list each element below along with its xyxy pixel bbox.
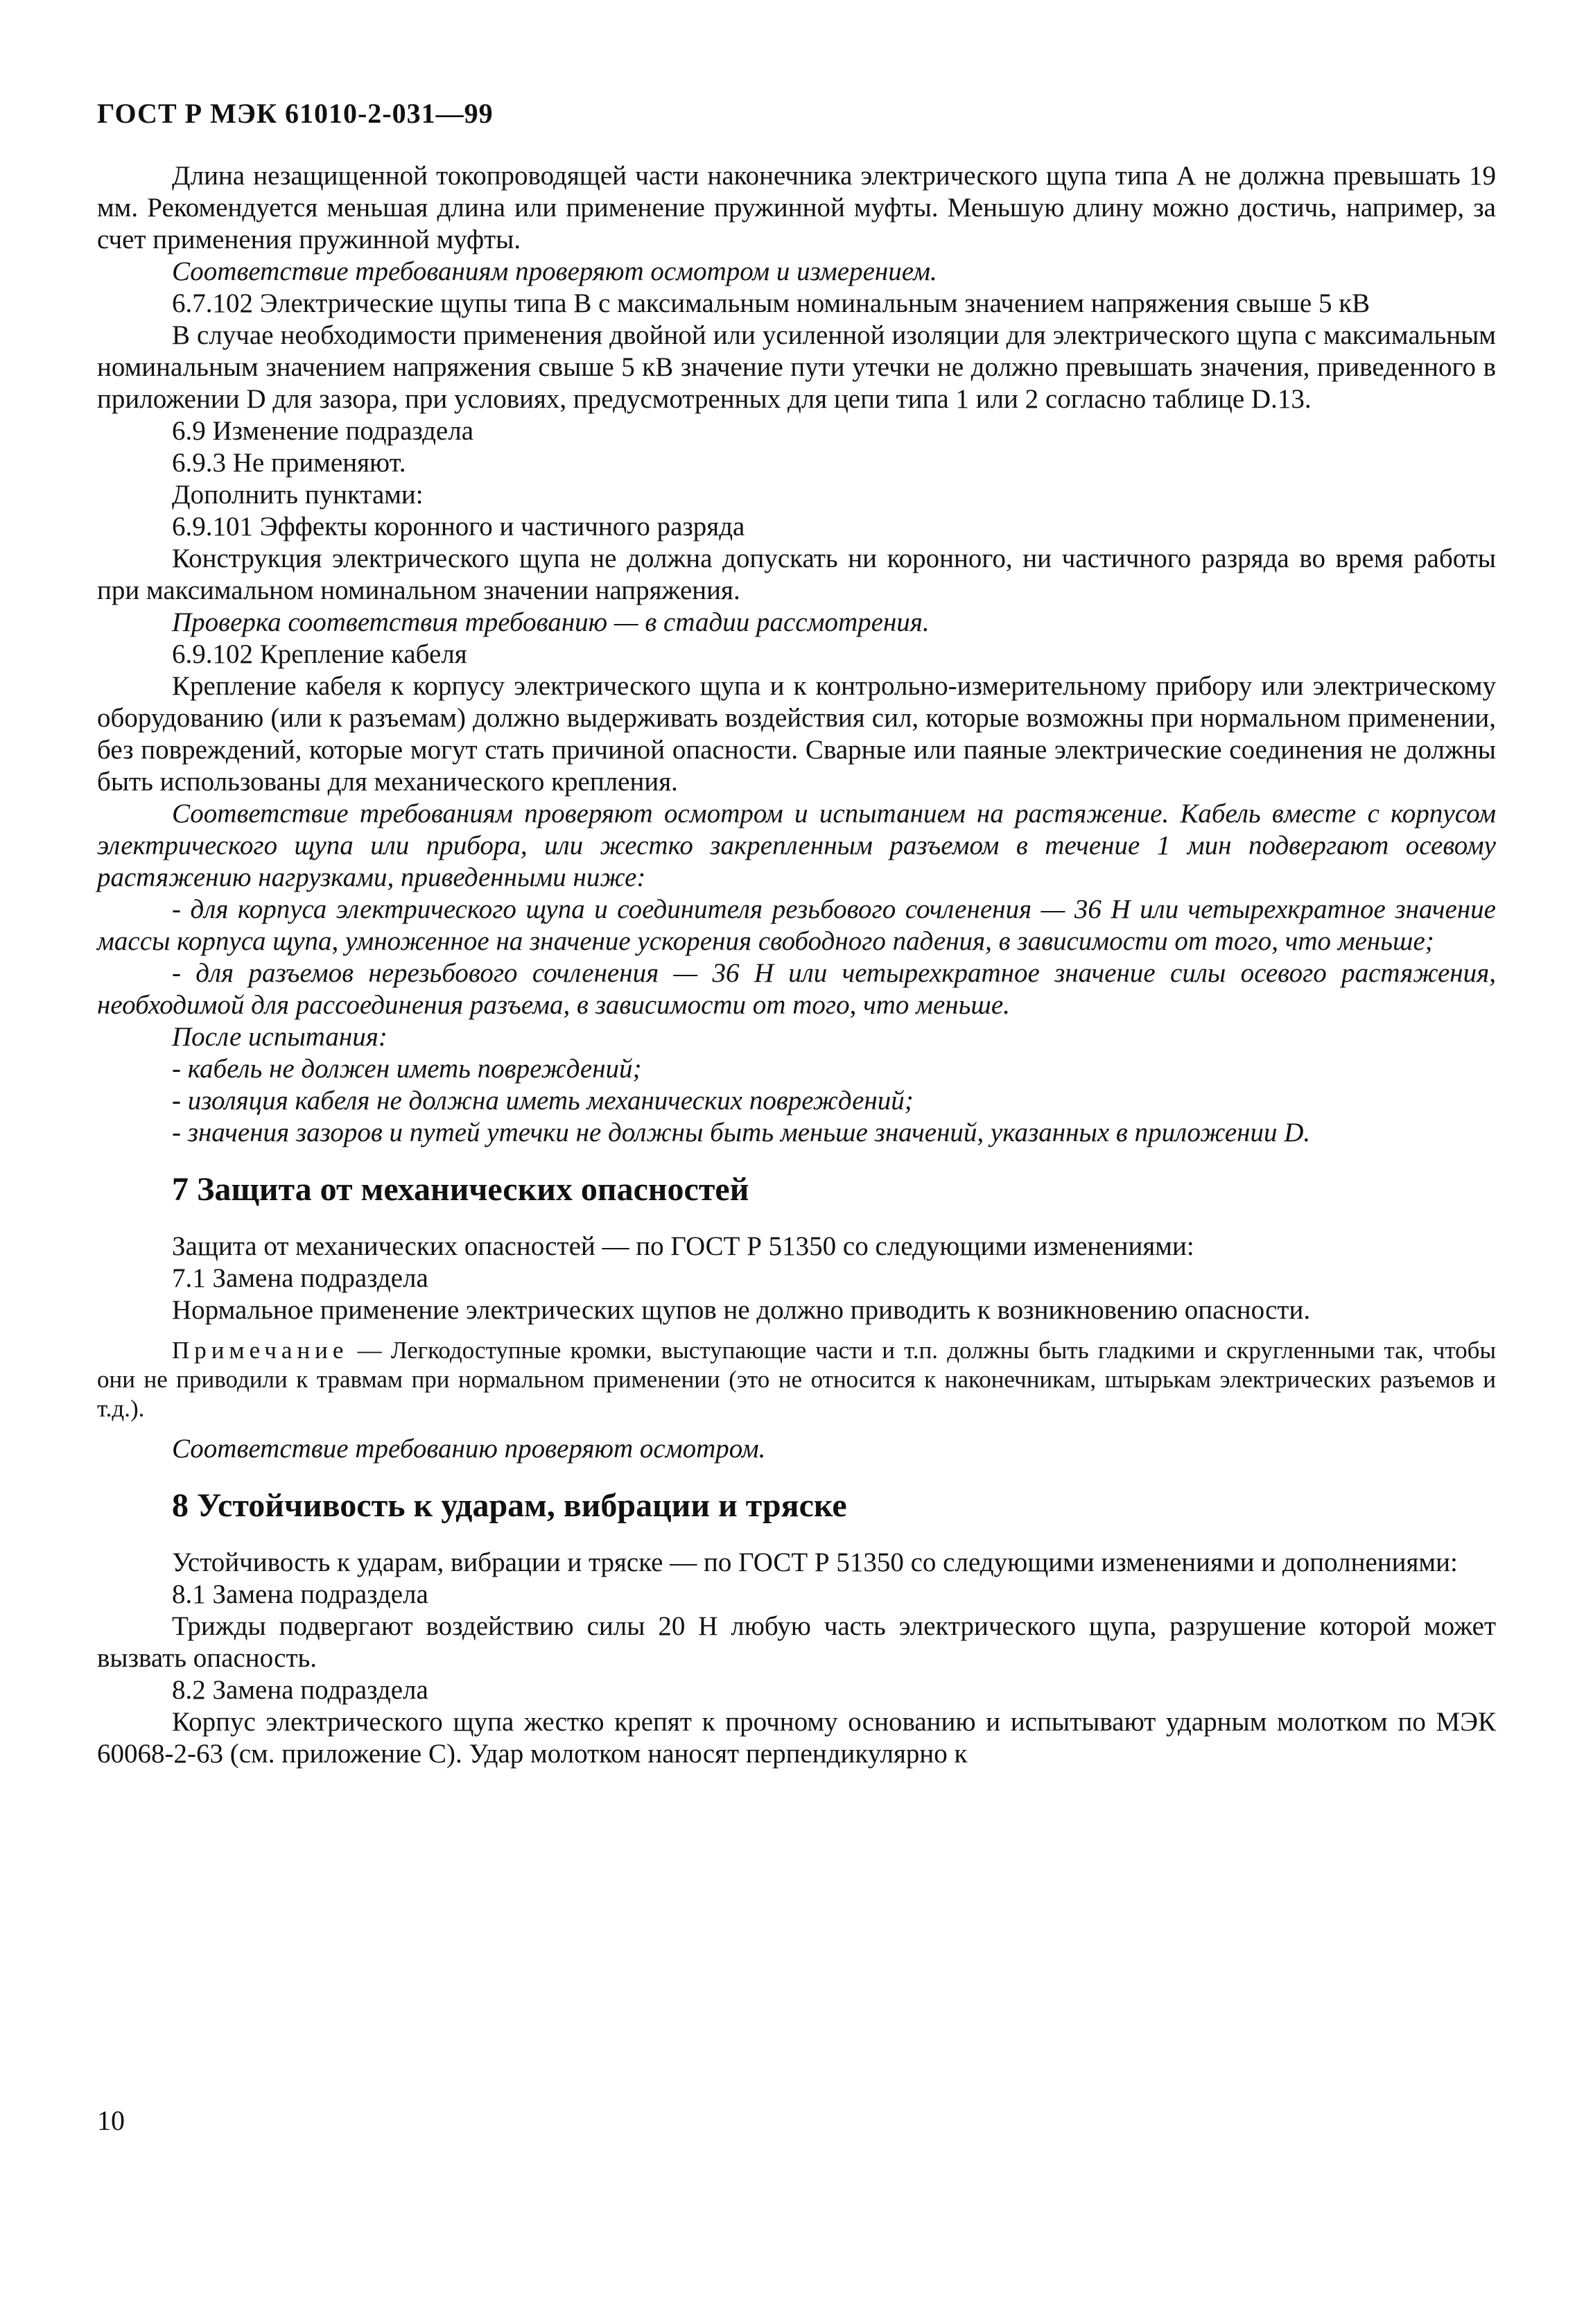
paragraph: 6.9.3 Не применяют.	[172, 448, 406, 478]
paragraph-list-top	[97, 160, 1496, 1149]
page-number: 10	[97, 2105, 125, 2136]
paragraph: Проверка соответствия требованию — в стадии рассмотрения.	[172, 607, 930, 637]
section-7-paragraphs	[97, 1231, 1496, 1326]
paragraph: 6.9.101 Эффекты коронного и частичного разряда	[172, 512, 745, 541]
paragraph: После испытания:	[172, 1022, 388, 1052]
paragraph: Корпус электрического щупа жестко крепят к прочному основанию и испытывают ударным молотком по МЭК 60068-2-63 (см. приложение С). Удар молотком наносят перпендикулярно к	[97, 1707, 1496, 1769]
paragraph: Трижды подвергают воздействию силы 20 Н любую часть электрического щупа, разрушение которой может вызвать опасность.	[97, 1611, 1496, 1673]
paragraph: Дополнить пунктами:	[172, 480, 424, 510]
paragraph: В случае необходимости применения двойной или усиленной изоляции для электрического щупа с максимальным номинальным значением напряжения свыше 5 кВ значение пути утечки не должно превышать значения, приведенного в приложении D для зазора, при условиях, предусмотренных для цепи типа 1 или 2 согласно таблице D.13.	[97, 320, 1496, 414]
paragraph: Защита от механических опасностей — по ГОСТ Р 51350 со следующими изменениями:	[172, 1231, 1194, 1261]
section-7-heading: 7 Защита от механических опасностей	[172, 1171, 749, 1208]
paragraph: - кабель не должен иметь повреждений;	[172, 1054, 642, 1084]
paragraph: 8.1 Замена подраздела	[172, 1579, 428, 1609]
paragraph: Конструкция электрического щупа не должна допускать ни коронного, ни частичного разряда во время работы при максимальном номинальном значении напряжения.	[97, 544, 1496, 605]
section-7-note	[97, 1336, 1496, 1423]
section-8-paragraphs	[97, 1547, 1496, 1770]
paragraph: Длина незащищенной токопроводящей части наконечника электрического щупа типа А не должна превышать 19 мм. Рекомендуется меньшая длина или применение пружинной муфты. Меньшую длину можно достичь, например, за счет применения пружинной муфты.	[97, 161, 1496, 254]
paragraph: Устойчивость к ударам, вибрации и тряске — по ГОСТ Р 51350 со следующими изменениями и дополнениями:	[172, 1547, 1458, 1577]
note-text: — Легкодоступные кромки, выступающие части и т.п. должны быть гладкими и скругленными так, чтобы они не приводили к травмам при нормальном применении (это не относится к наконечникам, штырькам электрических разъемов и т.д.).	[97, 1337, 1496, 1422]
section-7-check: Соответствие требованию проверяют осмотром.	[172, 1434, 766, 1464]
paragraph: Крепление кабеля к корпусу электрического щупа и к контрольно-измерительному прибору или электрическому оборудованию (или к разъемам) должно выдерживать воздействия сил, которые возможны при нормальном применении, без повреждений, которые могут стать причиной опасности. Сварные или паяные электрические соединения не должны быть использованы для механического крепления.	[97, 671, 1496, 797]
paragraph: 7.1 Замена подраздела	[172, 1263, 428, 1293]
document-header: ГОСТ Р МЭК 61010-2-031—99	[97, 98, 494, 129]
paragraph: 8.2 Замена подраздела	[172, 1675, 428, 1705]
paragraph: - изоляция кабеля не должна иметь механических повреждений;	[172, 1086, 914, 1116]
paragraph: Нормальное применение электрических щупов не должно приводить к возникновению опасности.	[172, 1295, 1311, 1325]
paragraph: 6.9 Изменение подраздела	[172, 416, 474, 446]
paragraph: Соответствие требованиям проверяют осмотром и измерением.	[172, 257, 937, 286]
paragraph: 6.7.102 Электрические щупы типа В с максимальным номинальным значением напряжения свыше 5 кВ	[172, 288, 1370, 318]
note-label: Примечание	[172, 1337, 349, 1364]
paragraph: - значения зазоров и путей утечки не должны быть меньше значений, указанных в приложении D.	[172, 1118, 1311, 1147]
paragraph: - для разъемов нерезьбового сочленения — 36 Н или четырехкратное значение силы осевого растяжения, необходимой для рассоединения разъема, в зависимости от того, что меньше.	[97, 958, 1496, 1020]
body-text	[97, 160, 1496, 1770]
paragraph: Соответствие требованиям проверяют осмотром и испытанием на растяжение. Кабель вместе с корпусом электрического щупа или прибора, или жестко закрепленным разъемом в течение 1 мин подвергают осевому растяжению нагрузками, приведенными ниже:	[97, 799, 1496, 892]
section-8-heading: 8 Устойчивость к ударам, вибрации и тряске	[172, 1487, 847, 1524]
paragraph: 6.9.102 Крепление кабеля	[172, 639, 467, 669]
paragraph: - для корпуса электрического щупа и соединителя резьбового сочленения — 36 Н или четырехкратное значение массы корпуса щупа, умноженное на значение ускорения свободного падения, в зависимости от того, что меньше;	[97, 894, 1496, 956]
